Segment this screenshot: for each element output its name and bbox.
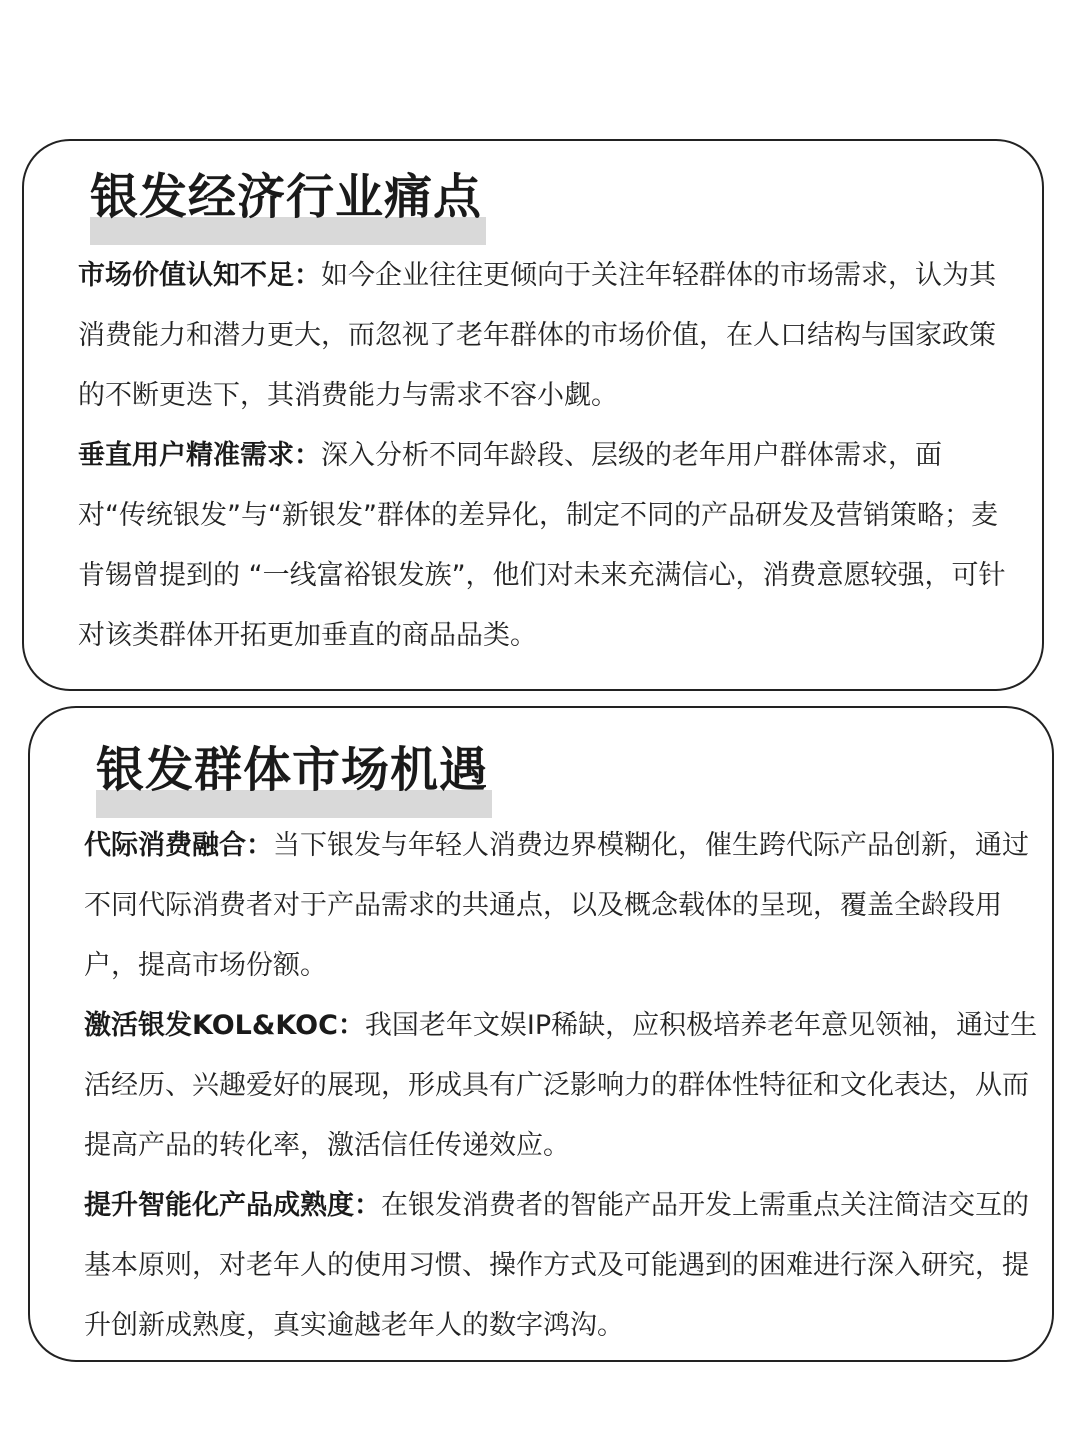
paragraph [78,246,1008,426]
section-body [78,246,1008,666]
pain-points-card [22,139,1044,691]
paragraph [78,426,1008,666]
section-heading [96,738,496,818]
paragraph-label: 市场价值认知不足： [78,260,321,291]
section-heading [90,165,490,245]
section-title: 银发群体市场机遇 [96,742,489,798]
paragraph-text: 深入分析不同年龄段、层级的老年用户群体需求，面对“传统银发”与“新银发”群体的差异化，制定不同的产品研发及营销策略；麦肯锡曾提到的 “一线富裕银发族”，他们对未来充满信心，消费意愿较强，可针对该类群体开拓更加垂直的商品品类。 [78,440,1006,651]
paragraph-text: 如今企业往往更倾向于关注年轻群体的市场需求，认为其消费能力和潜力更大，而忽视了老年群体的市场价值，在人口结构与国家政策的不断更迭下，其消费能力与需求不容小觑。 [78,260,996,411]
paragraph-label: 代际消费融合： [84,830,273,861]
paragraph [84,1176,1039,1356]
paragraph [84,996,1039,1176]
paragraph-text: 在银发消费者的智能产品开发上需重点关注简洁交互的基本原则，对老年人的使用习惯、操作方式及可能遇到的困难进行深入研究，提升创新成熟度，真实逾越老年人的数字鸿沟。 [84,1190,1029,1341]
paragraph-label: 垂直用户精准需求： [78,440,321,471]
paragraph-text: 当下银发与年轻人消费边界模糊化，催生跨代际产品创新，通过不同代际消费者对于产品需求的共通点，以及概念载体的呈现，覆盖全龄段用户，提高市场份额。 [84,830,1029,981]
paragraph [84,816,1039,996]
paragraph-text: 我国老年文娱IP稀缺，应积极培养老年意见领袖，通过生活经历、兴趣爱好的展现，形成具有广泛影响力的群体性特征和文化表达，从而提高产品的转化率，激活信任传递效应。 [84,1010,1038,1161]
section-body [84,816,1039,1356]
opportunities-card [28,706,1054,1362]
paragraph-label: 提升智能化产品成熟度： [84,1190,381,1221]
section-title: 银发经济行业痛点 [90,169,483,225]
paragraph-label: 激活银发KOL&KOC： [84,1010,365,1041]
